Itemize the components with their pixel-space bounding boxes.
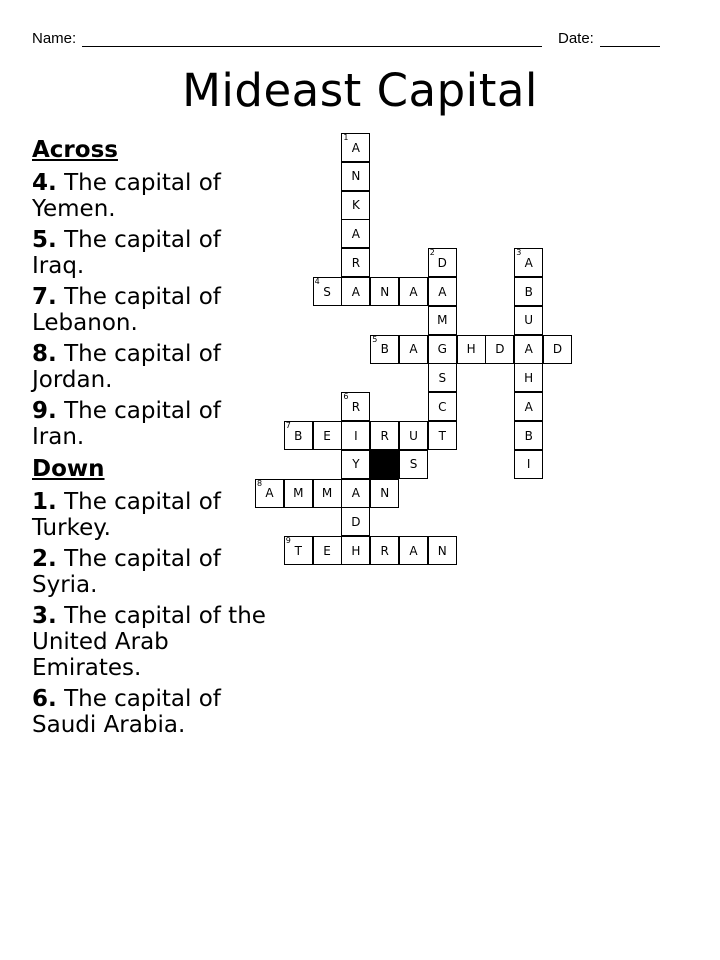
clue-number: 7. xyxy=(32,284,57,310)
grid-cell[interactable] xyxy=(457,335,486,364)
grid-cell[interactable] xyxy=(341,248,370,277)
grid-cell[interactable] xyxy=(428,536,457,565)
cell-letter: S xyxy=(438,370,447,385)
cell-letter: Y xyxy=(352,457,360,472)
grid-cell[interactable] xyxy=(284,421,313,450)
cell-letter: H xyxy=(351,543,361,558)
clue-text: The capital of the United Arab Emirates. xyxy=(32,603,266,681)
black-cell xyxy=(370,450,399,479)
cell-letter: A xyxy=(351,284,360,299)
grid-cell[interactable] xyxy=(284,536,313,565)
cell-number: 2 xyxy=(429,248,435,258)
grid-cell[interactable] xyxy=(341,392,370,421)
cell-letter: N xyxy=(437,543,447,558)
grid-cell[interactable] xyxy=(399,450,428,479)
grid-cell[interactable] xyxy=(399,536,428,565)
clue-text: The capital of Yemen. xyxy=(32,170,221,222)
cell-number: 9 xyxy=(285,536,291,546)
cell-letter: A xyxy=(409,342,418,357)
down-clue xyxy=(32,489,272,541)
grid-cell[interactable] xyxy=(428,335,457,364)
cell-number: 1 xyxy=(343,133,349,142)
across-heading: Across xyxy=(32,137,118,163)
cell-letter: A xyxy=(351,226,360,241)
cell-letter: N xyxy=(380,284,390,299)
grid-cell[interactable] xyxy=(341,219,370,248)
cell-number: 4 xyxy=(314,277,320,286)
cell-letter: D xyxy=(552,342,563,357)
clue-number: 1. xyxy=(32,489,57,515)
grid-cell[interactable] xyxy=(399,335,428,364)
cell-letter: R xyxy=(351,399,361,414)
clue-text: The capital of Iran. xyxy=(32,398,221,450)
across-clue xyxy=(32,227,272,279)
date-blank-line[interactable] xyxy=(600,46,660,47)
clue-list xyxy=(32,136,272,743)
clue-text: The capital of Jordan. xyxy=(32,341,221,393)
cell-number: 7 xyxy=(285,421,291,430)
grid-cell[interactable] xyxy=(370,536,399,565)
cell-number: 6 xyxy=(343,392,349,402)
cell-letter: D xyxy=(437,255,447,270)
grid-cell[interactable] xyxy=(399,277,428,306)
grid-cell[interactable] xyxy=(341,421,370,450)
cell-letter: B xyxy=(294,428,303,443)
grid-cell[interactable] xyxy=(514,277,543,306)
cell-letter: H xyxy=(524,370,534,385)
grid-cell[interactable] xyxy=(341,479,370,508)
clue-text: The capital of Saudi Arabia. xyxy=(32,686,221,738)
cell-letter: A xyxy=(351,140,360,155)
grid-cell[interactable] xyxy=(284,479,313,508)
cell-letter: R xyxy=(380,428,389,443)
grid-cell[interactable] xyxy=(514,392,543,421)
down-clue xyxy=(32,603,272,681)
cell-number: 5 xyxy=(372,334,378,344)
grid-cell[interactable] xyxy=(313,421,342,450)
cell-letter: M xyxy=(293,486,304,501)
date-label: Date: xyxy=(558,30,594,47)
grid-cell[interactable] xyxy=(341,277,370,306)
cell-letter: A xyxy=(438,284,447,299)
cell-letter: A xyxy=(524,399,533,414)
grid-cell[interactable] xyxy=(485,335,514,364)
cell-letter: G xyxy=(437,342,447,357)
grid-cell[interactable] xyxy=(399,421,428,450)
grid-cell[interactable] xyxy=(370,479,399,508)
cell-letter: A xyxy=(409,284,418,299)
cell-number: 3 xyxy=(516,248,522,258)
grid-cell[interactable] xyxy=(514,421,543,450)
cell-letter: R xyxy=(351,255,361,270)
down-heading: Down xyxy=(32,456,105,482)
across-clue xyxy=(32,170,272,222)
grid-cell[interactable] xyxy=(370,335,399,364)
clue-number: 2. xyxy=(32,546,57,572)
cell-letter: S xyxy=(323,284,331,299)
cell-letter: I xyxy=(354,428,358,443)
grid-cell[interactable] xyxy=(543,335,572,364)
clue-text: The capital of Iraq. xyxy=(32,227,221,279)
across-clue xyxy=(32,341,272,393)
down-clue xyxy=(32,686,272,738)
grid-cell[interactable] xyxy=(428,306,457,335)
clue-number: 6. xyxy=(32,686,57,712)
cell-letter: B xyxy=(524,284,533,299)
cell-letter: A xyxy=(524,255,533,270)
cell-letter: N xyxy=(351,169,361,184)
cell-letter: A xyxy=(524,342,533,357)
clue-text: The capital of Lebanon. xyxy=(32,284,221,336)
grid-cell[interactable] xyxy=(428,363,457,392)
clue-number: 8. xyxy=(32,341,57,367)
across-clue xyxy=(32,398,272,450)
cell-letter: S xyxy=(409,457,418,472)
grid-cell[interactable] xyxy=(313,536,342,565)
clue-number: 5. xyxy=(32,227,57,253)
cell-letter: C xyxy=(438,399,447,414)
clue-number: 4. xyxy=(32,170,57,196)
cell-letter: I xyxy=(526,457,531,472)
cell-letter: B xyxy=(380,342,389,357)
clue-text: The capital of Syria. xyxy=(32,546,221,598)
grid-cell[interactable] xyxy=(514,306,543,335)
grid-cell[interactable] xyxy=(341,191,370,220)
cell-letter: T xyxy=(294,543,302,558)
grid-cell[interactable] xyxy=(514,335,543,364)
grid-cell[interactable] xyxy=(514,363,543,392)
grid-cell[interactable] xyxy=(341,536,370,565)
cell-letter: A xyxy=(265,486,274,501)
cell-letter: E xyxy=(323,428,331,443)
cell-letter: K xyxy=(351,198,360,213)
cell-letter: U xyxy=(524,313,534,328)
name-label: Name: xyxy=(32,30,77,47)
cell-letter: B xyxy=(524,428,533,443)
cell-number: 8 xyxy=(257,478,263,488)
grid-cell[interactable] xyxy=(514,450,543,479)
cell-letter: A xyxy=(409,543,418,558)
cell-letter: D xyxy=(495,342,505,357)
grid-cell[interactable] xyxy=(428,277,457,306)
name-blank-line[interactable] xyxy=(82,46,542,47)
cell-letter: R xyxy=(380,543,389,558)
grid-cell[interactable] xyxy=(428,392,457,421)
grid-cell[interactable] xyxy=(341,133,370,162)
grid-cell[interactable] xyxy=(370,421,399,450)
cell-letter: T xyxy=(438,428,446,443)
cell-letter: N xyxy=(380,486,390,501)
down-clue xyxy=(32,546,272,598)
cell-letter: E xyxy=(323,543,331,558)
grid-cell[interactable] xyxy=(313,277,342,306)
clue-number: 3. xyxy=(32,603,57,629)
grid-cell[interactable] xyxy=(341,450,370,479)
grid-cell[interactable] xyxy=(514,248,543,277)
cell-letter: U xyxy=(409,428,418,443)
grid-cell[interactable] xyxy=(341,162,370,191)
across-clue xyxy=(32,284,272,336)
page-title: Mideast Capital xyxy=(182,64,538,117)
cell-letter: M xyxy=(437,313,448,328)
grid-cell[interactable] xyxy=(428,248,457,277)
cell-letter: D xyxy=(351,514,361,529)
cell-letter: M xyxy=(321,486,333,501)
grid-cell[interactable] xyxy=(313,479,342,508)
grid-cell[interactable] xyxy=(428,421,457,450)
cell-letter: H xyxy=(466,342,476,357)
cell-letter: A xyxy=(351,486,360,501)
grid-cell[interactable] xyxy=(370,277,399,306)
clue-text: The capital of Turkey. xyxy=(32,489,221,541)
clue-number: 9. xyxy=(32,398,57,424)
grid-cell[interactable] xyxy=(341,507,370,536)
